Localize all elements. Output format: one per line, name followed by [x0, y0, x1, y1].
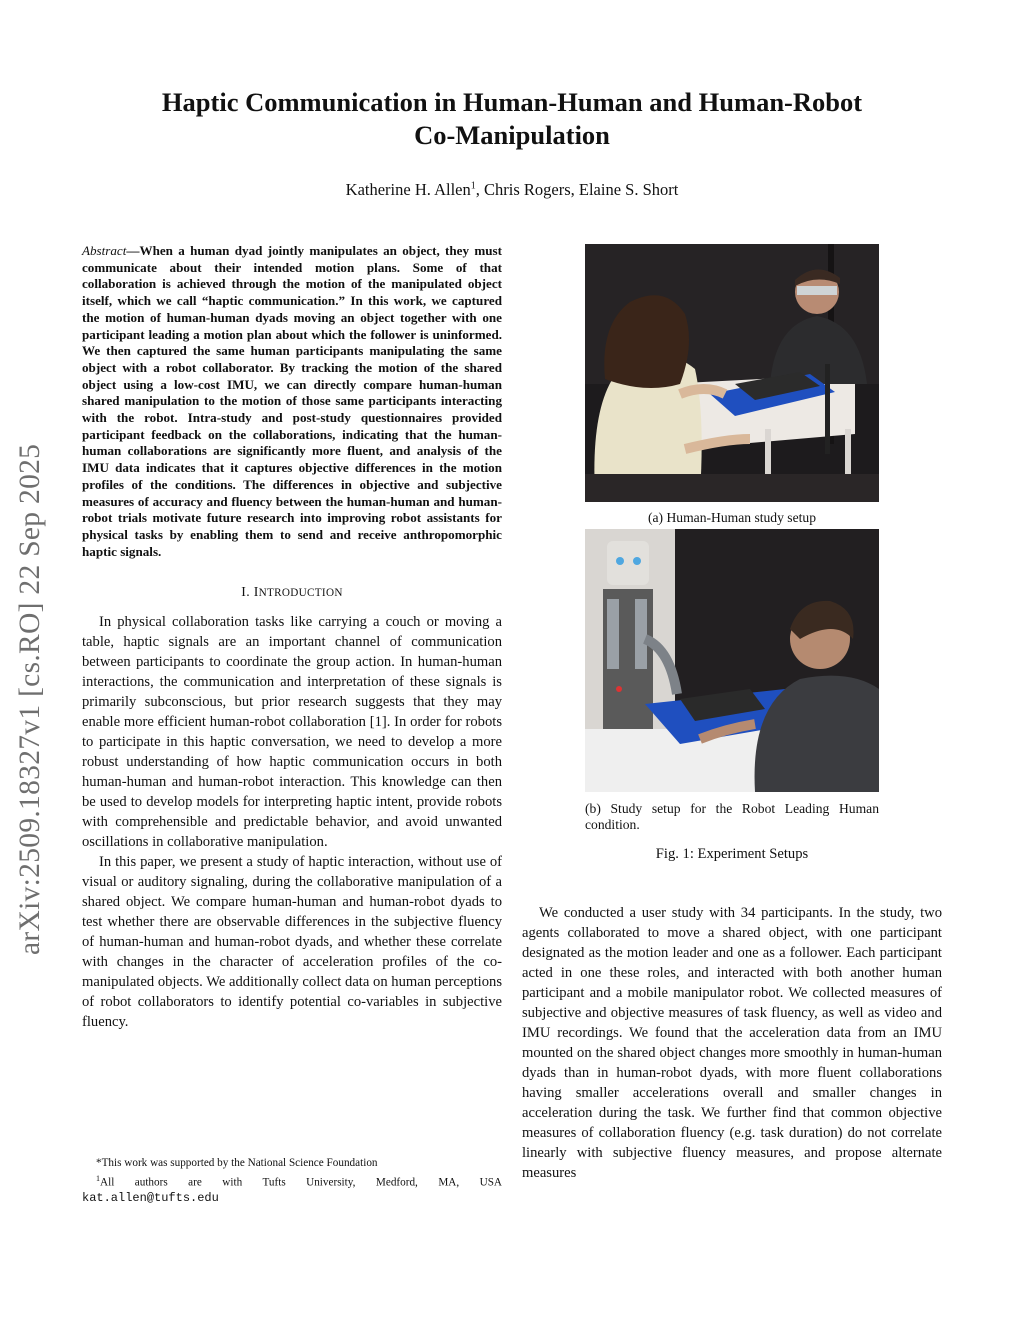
figure-subcaption-a: (a) Human-Human study setup — [648, 510, 816, 525]
footnote-email: kat.allen@tufts.edu — [82, 1190, 219, 1205]
footnote-funding: *This work was supported by the National Science Foundation — [96, 1157, 378, 1169]
arxiv-identifier: arXiv:2509.18327v1 [cs.RO] 22 Sep 2025 — [14, 443, 46, 955]
footnote-mark: 1 — [96, 1174, 100, 1183]
section-heading-introduction — [82, 584, 502, 600]
title-line-1: Haptic Communication in Human-Human and Human-Robot — [161, 87, 863, 117]
introduction-body — [82, 612, 502, 1032]
left-column — [82, 243, 502, 1032]
paper-title — [80, 86, 944, 152]
section-numeral: I. — [241, 584, 254, 600]
figure-subcaption-b: (b) Study setup for the Robot Leading Human condition. — [585, 801, 879, 832]
robot-human-photo-illustration — [585, 529, 879, 792]
figure-caption: Fig. 1: Experiment Setups — [655, 846, 809, 862]
author-rest: , Chris Rogers, Elaine S. Short — [475, 180, 679, 199]
author-list — [80, 180, 944, 200]
title-line-2: Co-Manipulation — [414, 120, 610, 150]
abstract — [82, 243, 502, 560]
section-title-rest: NTRODUCTION — [258, 587, 343, 600]
author-affiliation-mark: 1 — [470, 180, 476, 192]
section-title-initial: I — [253, 584, 259, 600]
figure-photo-human-human — [585, 244, 879, 502]
intro-paragraph-2: In this paper, we present a study of haptic interaction, without use of visual or auditory signaling, during the collaborative manipulation of a shared object. We compare human-human and human-robot dyads to test whether there are observable differences in the subjective fluency of human-human and human-robot dyads, and whether these correlate with changes in the character of acceleration profiles of the co-manipulated objects. We additionally collect data on human perceptions of robot collaborators to identify potential co-variables in subjective fluency. — [82, 854, 502, 1031]
author-first: Katherine H. Allen — [345, 180, 471, 199]
footnotes — [82, 1156, 502, 1206]
right-paragraph-1: We conducted a user study with 34 participants. In the study, two agents collaborated to move a shared object, with one participant designated as the motion leader and one as a follower. Each participant acted in one these roles, and interacted with both another human participant and a mobile manipulator robot. We collected measures of subjective and objective measures of task fluency, as well as video and IMU recordings. We found that the acceleration data from an IMU mounted on the shared object changes more smoothly in human-human dyads than in human-robot dyads, with more fluent collaborations having smaller accelerations overall and smaller changes in acceleration during the task. We further find that common objective measures of collaboration fluency (e.g. task duration) do not correlate linearly with subjective fluency measures, and propose alternate measures — [522, 905, 942, 1181]
intro-paragraph-1: In physical collaboration tasks like carrying a couch or moving a table, haptic signals are an important channel of communication between participants to coordinate the group action. In human-human interactions, the communication and interpretation of these signals is primarily subconscious, but prior research suggests that they may enable more efficient human-robot collaboration [1]. In order for robots to participate in this haptic conversation, we need to develop a more robust understanding of how haptic communication occurs in both human-human and human-robot interaction. This knowledge can then be used to develop models for interpreting haptic intent, provide robots with comprehensible and predictable behavior, and avoid unwanted oscillations in collaborative manipulation. — [82, 614, 502, 851]
abstract-text: —When a human dyad jointly manipulates an object, they must communicate about their intended motion plans. Some of that collaboration is achieved through the motion of the manipulated object itself, which we call “haptic communication.” In this work, we captured the motion of human-human dyads moving an object together with one participant leading a motion plan about which the follower is uninformed. We then captured the same human participants manipulating the same object with a robot collaborator. By tracking the motion of the shared object using a low-cost IMU, we can directly compare human-human shared manipulation to the motion of those same participants interacting with the robot. Intra-study and post-study questionnaires provided participant feedback on the collaborations, indicating that the human-human collaborations are significantly more fluent, and analysis of the IMU data indicates that it captures objective differences in the motion profiles of the conditions. The differences in objective and subjective measures of accuracy and fluency between the human-human and human-robot trials motivate future research into improving robot assistants for physical tasks by enabling them to send and receive anthropomorphic haptic signals. — [82, 243, 502, 559]
right-column-text — [522, 903, 942, 1183]
figure-photo-robot-human — [585, 529, 879, 792]
abstract-label: Abstract — [82, 243, 127, 258]
footnote-affiliation — [82, 1171, 502, 1191]
footnote-affiliation-text: All authors are with Tufts University, Medford, MA, USA — [100, 1176, 502, 1189]
human-human-photo-illustration — [585, 244, 879, 502]
